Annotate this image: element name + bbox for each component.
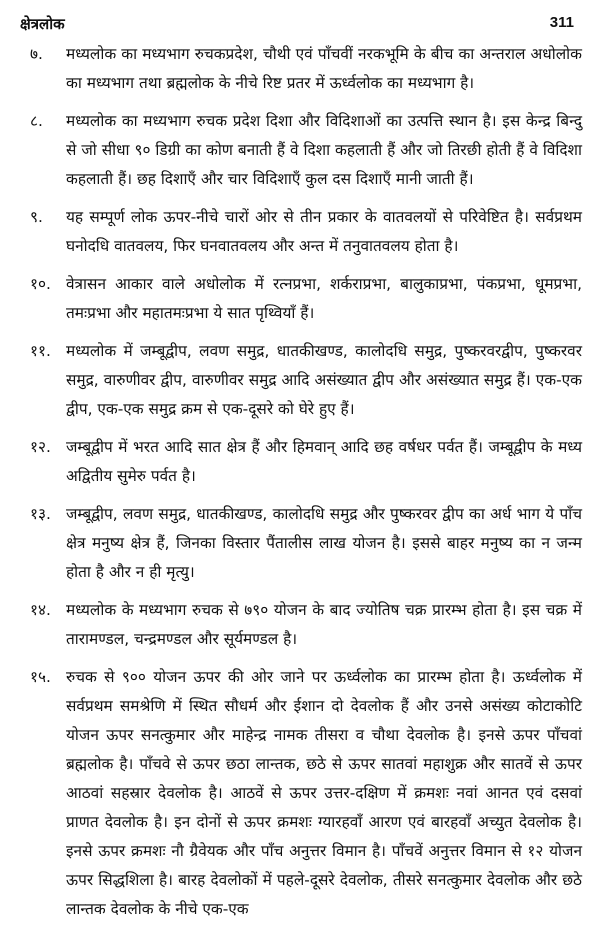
item-text: जम्बूद्वीप, लवण समुद्र, धातकीखण्ड, कालोदधि समुद्र और पुष्करवर द्वीप का अर्ध भाग ये पाँच क्षेत्र मनुष्य क्षेत्र हैं, जिनका विस्तार पैंतालीस लाख योजन है। इससे बाहर मनुष्य का न जन्म होता है और न ही मृत्यु। — [66, 505, 582, 581]
list-item — [30, 500, 582, 587]
list-item — [30, 107, 582, 194]
item-text: जम्बूद्वीप में भरत आदि सात क्षेत्र हैं और हिमवान् आदि छह वर्षधर पर्वत हैं। जम्बूद्वीप के मध्य अद्वितीय सुमेरु पर्वत है। — [66, 438, 582, 485]
item-text: मध्यलोक में जम्बूद्वीप, लवण समुद्र, धातकीखण्ड, कालोदधि समुद्र, पुष्करवरद्वीप, पुष्करवर समुद्र, वारुणीवर द्वीप, वारुणीवर समुद्र आदि असंख्यात द्वीप और असंख्यात समुद्र हैं। एक-एक द्वीप, एक-एक समुद्र क्रम से एक-दूसरे को घेरे हुए हैं। — [66, 342, 582, 418]
running-title: क्षेत्रलोक — [20, 15, 65, 33]
item-number: १५. — [30, 668, 51, 686]
page-number: 311 — [549, 14, 574, 31]
item-text: यह सम्पूर्ण लोक ऊपर-नीचे चारों ओर से तीन प्रकार के वातवलयों से परिवेष्टित है। सर्वप्रथम घनोदधि वातवलय, फिर घनवातवलय और अन्त में तनुवातवलय होता है। — [66, 208, 582, 255]
list-item — [30, 203, 582, 261]
item-number: १२. — [30, 438, 51, 456]
item-number: ७. — [30, 45, 43, 63]
item-number: ८. — [30, 112, 43, 130]
item-text: मध्यलोक के मध्यभाग रुचक से ७९० योजन के बाद ज्योतिष चक्र प्रारम्भ होता है। इस चक्र में तारामण्डल, चन्द्रमण्डल और सूर्यमण्डल है। — [66, 601, 582, 648]
list-item — [30, 270, 582, 328]
list-item — [30, 433, 582, 491]
item-text: वेत्रासन आकार वाले अधोलोक में रत्नप्रभा, शर्कराप्रभा, बालुकाप्रभा, पंकप्रभा, धूमप्रभा, तमःप्रभा और महातमःप्रभा ये सात पृथ्वियाँ हैं। — [66, 275, 582, 322]
numbered-list — [30, 40, 582, 933]
item-number: ९. — [30, 208, 43, 226]
item-number: १०. — [30, 275, 51, 293]
item-number: १४. — [30, 601, 51, 619]
list-item — [30, 596, 582, 654]
item-number: १३. — [30, 505, 51, 523]
item-number: ११. — [30, 342, 51, 360]
page-header — [20, 14, 574, 36]
list-item — [30, 337, 582, 424]
item-text: मध्यलोक का मध्यभाग रुचकप्रदेश, चौथी एवं पाँचवीं नरकभूमि के बीच का अन्तराल अधोलोक का मध्यभाग तथा ब्रह्मलोक के नीचे रिष्ट प्रतर में ऊर्ध्वलोक का मध्यभाग है। — [66, 45, 582, 92]
item-text: मध्यलोक का मध्यभाग रुचक प्रदेश दिशा और विदिशाओं का उत्पत्ति स्थान है। इस केन्द्र बिन्दु से जो सीधा ९० डिग्री का कोण बनाती हैं वे दिशा कहलाती हैं और जो तिरछी होती हैं वे विदिशा कहलाती हैं। छह दिशाएँ और चार विदिशाएँ कुल दस दिशाएँ मानी जाती हैं। — [66, 112, 582, 188]
item-text: रुचक से ९०० योजन ऊपर की ओर जाने पर ऊर्ध्वलोक का प्रारम्भ होता है। ऊर्ध्वलोक में सर्वप्रथम समश्रेणि में स्थित सौधर्म और ईशान दो देवलोक हैं और उनसे असंख्य कोटाकोटि योजन ऊपर सनत्कुमार और माहेन्द्र नामक तीसरा व चौथा देवलोक है। इनसे ऊपर पाँचवां ब्रह्मलोक है। पाँचवे से ऊपर छठा लान्तक, छठे से ऊपर सातवां महाशुक्र और सातवें से ऊपर आठवां सहस्रार देवलोक है। आठवें से ऊपर उत्तर-दक्षिण में क्रमशः नवां आनत एवं दसवां प्राणत देवलोक है। इन दोनों से ऊपर क्रमशः ग्यारहवाँ आरण एवं बारहवाँ अच्युत देवलोक है। इनसे ऊपर क्रमशः नौ ग्रैवेयक और पाँच अनुत्तर विमान है। पाँचवें अनुत्तर विमान से १२ योजन ऊपर सिद्धशिला है। बारह देवलोकों में पहले-दूसरे देवलोक, तीसरे सनत्कुमार देवलोक और छठे लान्तक देवलोक के नीचे एक-एक — [66, 668, 582, 918]
list-item — [30, 663, 582, 924]
list-item — [30, 40, 582, 98]
